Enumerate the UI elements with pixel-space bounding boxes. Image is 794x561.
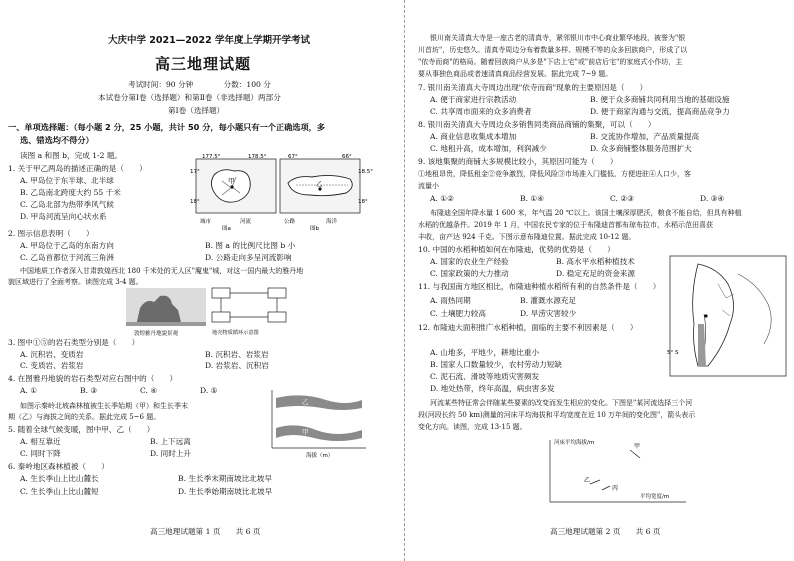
river-change-chart xyxy=(530,434,690,514)
q11-option-b: B. 灌溉水源充足 xyxy=(520,296,576,305)
q6-option-a: A. 生长季山上比山麓长 xyxy=(20,474,99,483)
q10-option-d: D. 稳定充足的资金来源 xyxy=(556,269,635,278)
q5-option-c: C. 同时下降 xyxy=(20,449,61,458)
q5-stem: 5. 随着全球气候变暖，图中甲、乙（ ） xyxy=(8,425,155,434)
q2-stem: 2. 图示信息表明（ ） xyxy=(8,229,94,238)
island-map-figure xyxy=(190,153,373,232)
q2-option-b: B. 图 a 的比例尺比图 b 小 xyxy=(205,241,296,250)
q9-option-b: B. ①④ xyxy=(520,194,545,203)
q6-option-c: C. 生长季山上比山麓短 xyxy=(20,487,99,496)
q1-option-a: A. 甲岛位于东半球、北半球 xyxy=(20,176,114,185)
q1-stem: 1. 关于甲乙两岛的描述正确的是（ ） xyxy=(8,164,147,173)
change-arrow xyxy=(602,486,610,490)
page-2 xyxy=(410,0,794,561)
segment-label: 丙 xyxy=(612,485,619,492)
q7-option-b: B. 便于众多商铺共同利用当地的基础设施 xyxy=(590,95,730,104)
q8-stem: 8. 银川南关清真大寺周边众多销售同类商品商铺的集聚，可以（ ） xyxy=(418,120,656,129)
map-b-caption: 图b xyxy=(310,226,319,232)
lat-label: 18.5° xyxy=(358,169,373,175)
burundi-location-map xyxy=(668,254,788,378)
cycle-box xyxy=(268,312,286,322)
q6-stem: 6. 秦岭地区森林植被（ ） xyxy=(8,462,109,471)
cycle-box xyxy=(268,288,286,298)
q8-option-a: A. 商业信息收集成本增加 xyxy=(430,132,517,141)
q7-option-a: A. 便于商家进行宗教活动 xyxy=(430,95,517,104)
passage-top-cont: 要从事独色商品或者速清真商品经营发展。据此完成 7~9 题。 xyxy=(418,70,613,78)
q6-option-d: D. 生长季始期南坡比北坡早 xyxy=(178,487,273,496)
yardang-photo xyxy=(126,288,206,336)
q11-option-a: A. 雨热同期 xyxy=(430,296,471,305)
cycle-box xyxy=(212,312,230,322)
passage-top-cont: "依寺而商"的格局。随着回族商户从多是"下店上宅"或"前店后宅"的家庭式小作坊，主 xyxy=(418,58,683,66)
q10-option-a: A. 国家的农业生产经验 xyxy=(430,257,509,266)
intro-q5-6-cont: 期（乙）与海拔之间的关系。据此完成 5~6 题。 xyxy=(8,413,161,421)
q11-option-d: D. 旱涝灾害较少 xyxy=(520,309,577,318)
legend-road: 公路 xyxy=(284,219,296,225)
q7-option-d: D. 便于商家沟通与交流，提高商品竞争力 xyxy=(590,107,730,116)
section-heading: 一、单项选择题：（每小题 2 分，25 小题，共计 50 分，每小题只有一个正确选项，多 xyxy=(8,122,326,132)
q12-option-c: C. 泥石流、滑坡等地质灾害频发 xyxy=(430,372,540,381)
q9-statements-cont: 流量小 xyxy=(418,182,439,190)
exam-info: 考试时间：90 分钟 分数：100 分 xyxy=(128,80,271,89)
elevation-graph xyxy=(262,386,370,460)
volume-title: 第Ⅰ卷（选择题） xyxy=(168,106,225,115)
segment-label: 甲 xyxy=(634,443,641,450)
legend-ocean: 海洋 xyxy=(326,219,338,225)
q8-option-c: C. 地租升高，成本增加，利润减少 xyxy=(430,144,547,153)
page-fold-line xyxy=(404,0,406,561)
intro-q5-6: 如图示秦岭北坡森林植被生长季始期（甲）和生长季末 xyxy=(20,402,188,410)
photo-ground xyxy=(126,322,206,326)
lon-label: 66° xyxy=(342,154,352,160)
capital-dot xyxy=(704,314,707,317)
q12-option-b: B. 国家人口数量较少，农村劳动力短缺 xyxy=(430,360,562,369)
q9-option-a: A. ①② xyxy=(430,194,454,203)
q12-option-a: A. 山地多，平地少，耕地比重小 xyxy=(430,348,540,357)
graph-xlabel: 海拔（m） xyxy=(306,453,334,459)
passage-bottom-cont: 段(河段长约 50 km)测量的河床平均海拔和平均宽度在近 10 万年间的变化图"，箭头表示 xyxy=(418,411,696,419)
chart-xlabel: 平均宽度/m xyxy=(640,494,670,500)
island-a-label: 甲 xyxy=(228,177,235,185)
passage-bottom-cont: 变化方向。读图，完成 13-15 题。 xyxy=(418,423,527,431)
chart-ylabel: 河床平均海拔/m xyxy=(554,440,595,446)
q4-option-b: B. ③ xyxy=(80,386,98,395)
q6-option-b: B. 生长季末期南坡比北坡早 xyxy=(178,474,272,483)
change-arrow xyxy=(630,450,640,458)
q4-option-d: D. ⑤ xyxy=(200,386,218,395)
passage-top-cont: 川首坊"，历史悠久。清真寺周边分布着数量多样、规模不等的众多回族商户，形成了以 xyxy=(418,46,688,54)
legend-river: 河流 xyxy=(240,219,252,225)
q2-option-d: D. 公路走向多呈河流影响 xyxy=(205,253,292,262)
passage-mid: 布隆迪全国年降水量 1 600 米，年气温 20 ℃以上。该国土壤深厚肥沃，粮食不能自给，但具有种植 xyxy=(430,209,742,217)
cycle-caption: 地壳物质循环示意图 xyxy=(212,330,259,336)
q4-option-c: C. ④ xyxy=(140,386,158,395)
q8-option-b: B. 交流协作增加，产品质量提高 xyxy=(590,132,700,141)
city-dot-a xyxy=(230,185,233,188)
map-a-caption: 图a xyxy=(222,226,231,232)
q11-stem: 11. 与我国南方地区相比，布隆迪种植水稻所有利的自然条件是（ ） xyxy=(418,282,661,291)
q7-stem: 7. 银川南关清真大寺周边出现"依寺而商"现象的主要原因是（ ） xyxy=(418,83,648,92)
lat-label: 18° xyxy=(190,199,200,205)
segment-label: 乙 xyxy=(584,477,591,484)
q10-option-b: B. 高水平水稻种植技术 xyxy=(556,257,635,266)
subject-title: 高三地理试题 xyxy=(155,55,252,73)
page-1-footer: 高三地理试题第 1 页 共 6 页 xyxy=(150,527,261,536)
q2-option-c: C. 乙岛首都位于河流三角洲 xyxy=(20,253,114,262)
q12-stem: 12. 布隆迪大面积推广水稻种植，面临的主要不利因素是（ ） xyxy=(418,323,638,332)
q5-option-b: B. 上下远离 xyxy=(150,437,191,446)
q10-option-c: C. 国家政策的大力推动 xyxy=(430,269,509,278)
section-heading-cont: 选、错选均不得分） xyxy=(20,135,94,145)
structure-note: 本试卷分第Ⅰ卷（选择题）和第Ⅱ卷（非选择题）两部分 xyxy=(98,93,281,102)
passage-bottom: 河流某些特征常会伴随某些要素的改变而发生相应的变化。下图是"某河流选择三个河 xyxy=(430,399,693,407)
lon-label: 178.5° xyxy=(248,154,267,160)
passage-mid-cont: 丰收，亩产达 924 千克。下图示意布隆迪位置。据此完成 10-12 题。 xyxy=(418,233,636,241)
page-2-footer: 高三地理试题第 2 页 共 6 页 xyxy=(550,527,661,536)
q5-option-d: D. 同时上升 xyxy=(150,449,192,458)
q4-option-a: A. ① xyxy=(20,386,38,395)
q3-stem: 3. 图中①⑤的岩石类型分别是（ ） xyxy=(8,338,140,347)
passage-top: 银川南关清真大寺是一座古老的清真寺，紧邻银川市中心商业繁华地段，被誉为"银 xyxy=(430,34,686,42)
legend-city: 城市 xyxy=(200,219,212,225)
q5-option-a: A. 相互靠近 xyxy=(20,437,61,446)
photo-caption: 敦煌雅丹地貌景观 xyxy=(134,331,179,337)
q11-option-c: C. 土壤肥力较高 xyxy=(430,309,486,318)
q2-option-a: A. 甲岛位于乙岛的东南方向 xyxy=(20,241,114,250)
q1-option-b: B. 乙岛南北跨度大约 55 千米 xyxy=(20,188,121,197)
island-b-label: 乙 xyxy=(316,180,323,188)
q3-option-a: A. 沉积岩、变质岩 xyxy=(20,350,84,359)
curve-yi-band xyxy=(276,395,362,410)
curve-yi-label: 乙 xyxy=(302,398,309,406)
intro-q3-4: 中国地质工作者深入甘肃敦煌西北 180 千米处的无人区"魔鬼"城，对这一国内最大的雅丹地 xyxy=(20,267,304,275)
curve-jia-band xyxy=(276,425,362,441)
q9-statements: ①地租昂贵，降低租金②竞争激烈，降低风险③市场准入门槛低，方便进驻④人口少，客 xyxy=(418,170,691,178)
q9-stem: 9. 该地集聚的商铺大多规模比较小，其原因可能为（ ） xyxy=(418,157,618,166)
rock-cycle-diagram xyxy=(208,284,294,336)
cycle-box xyxy=(212,288,230,298)
change-arrow xyxy=(590,480,600,484)
lat-label: 5° S xyxy=(667,350,679,356)
q12-option-d: D. 地处热带，终年高温，病虫害多发 xyxy=(430,384,555,393)
q7-option-c: C. 共享周市面来的众多消费者 xyxy=(430,107,532,116)
school-title: 大庆中学 2021—2022 学年度上学期开学考试 xyxy=(108,35,310,46)
q9-option-c: C. ②③ xyxy=(610,194,634,203)
q1-option-c: C. 乙岛北部为热带季风气候 xyxy=(20,200,114,209)
lon-label: 67° xyxy=(288,154,298,160)
q9-option-d: D. ③④ xyxy=(700,194,725,203)
intro-q3-4-cont: 貌区域进行了全面考察。读图完成 3-4 题。 xyxy=(8,278,143,286)
q4-stem: 4. 在图雅丹地貌的岩石类型对应右图中的（ ） xyxy=(8,374,178,383)
lat-label: 18° xyxy=(358,199,368,205)
q3-option-d: D. 岩浆岩、沉积岩 xyxy=(205,361,269,370)
q10-stem: 10. 中国的水稻种植如何在布隆迪，优势的优势是（ ） xyxy=(418,245,615,254)
passage-mid-cont: 水稻的优越条件。2019 年 1 月，中国农民专家的位于布隆迪首都布琼布拉市，水稻示范田喜获 xyxy=(418,221,713,229)
curve-jia-label: 甲 xyxy=(302,428,309,436)
lat-label: 17° xyxy=(190,169,200,175)
q3-option-b: B. 沉积岩、岩浆岩 xyxy=(205,350,269,359)
q8-option-d: D. 众多商铺整体服务范围扩大 xyxy=(590,144,692,153)
intro-q1-2: 读图 a 和图 b，完成 1-2 题。 xyxy=(20,151,123,160)
q3-option-c: C. 变质岩、岩浆岩 xyxy=(20,361,84,370)
lon-label: 177.5° xyxy=(202,154,221,160)
q1-option-d: D. 甲岛河流呈向心状水系 xyxy=(20,212,107,221)
